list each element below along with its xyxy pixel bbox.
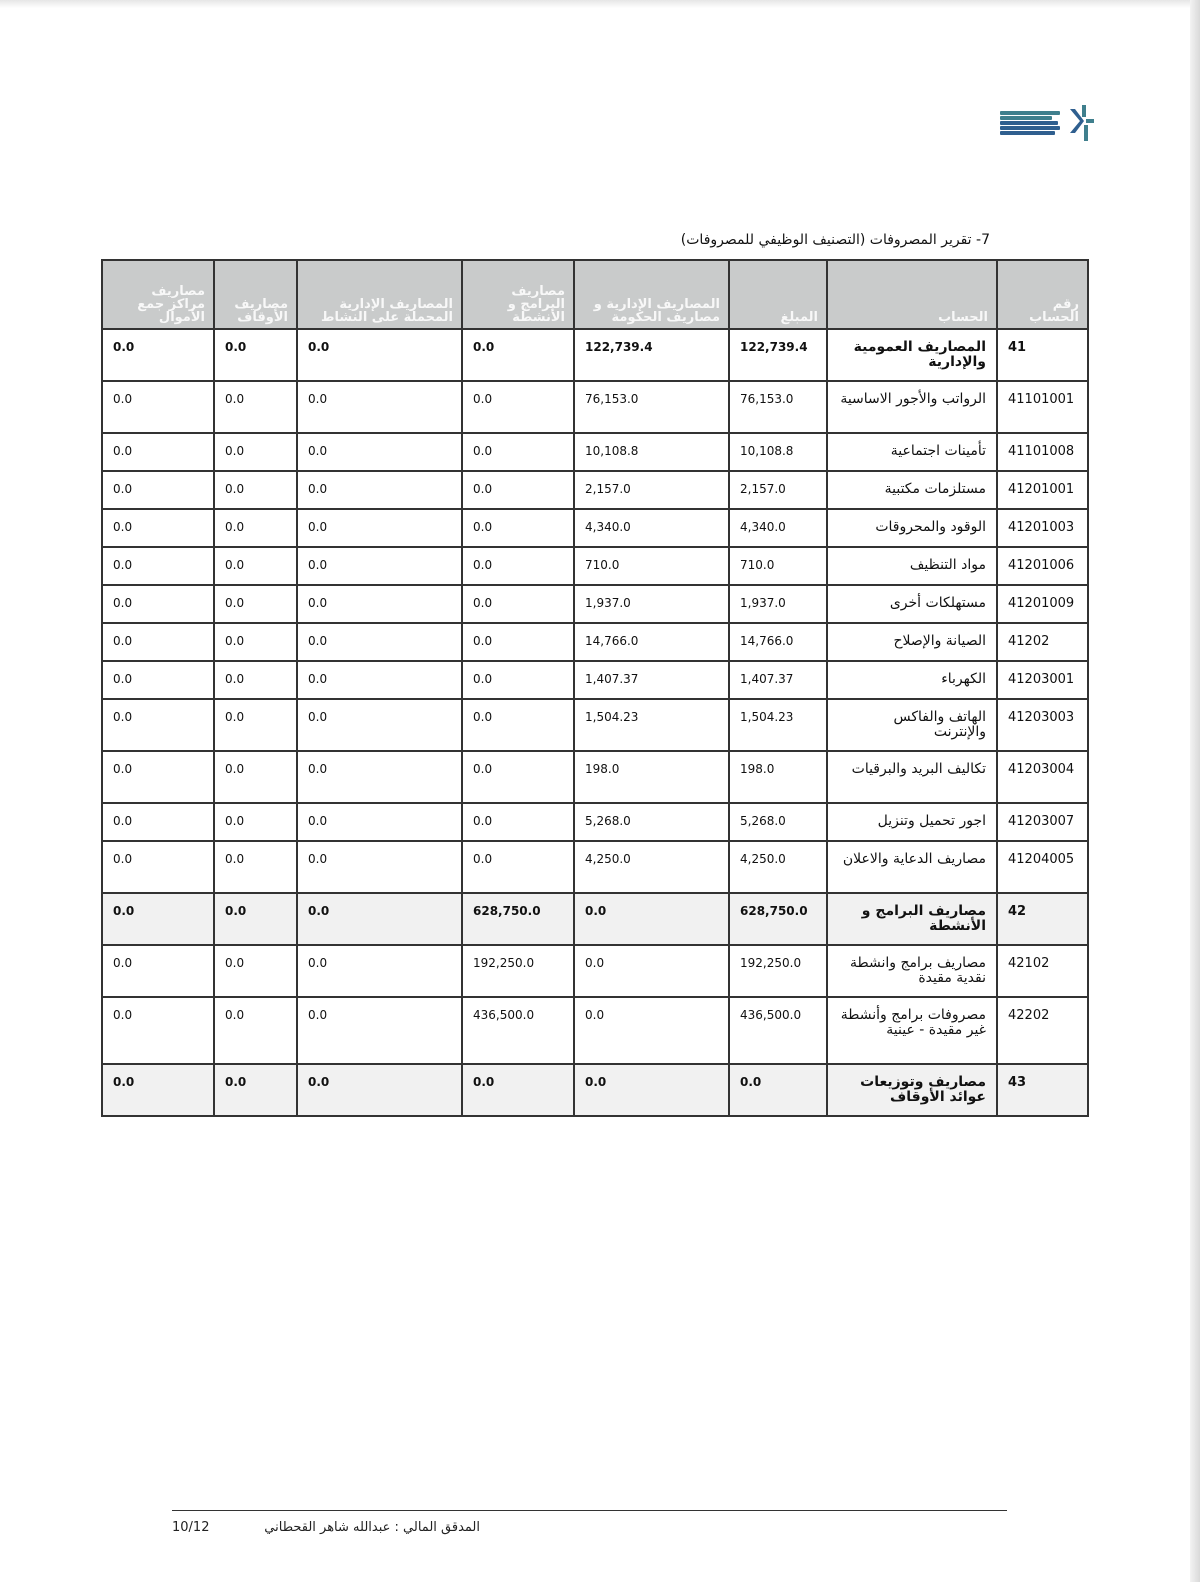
cell-account: تأمينات اجتماعية [827, 433, 997, 471]
cell-fundraising: 0.0 [102, 803, 214, 841]
table-row [102, 803, 1088, 841]
table-row [102, 751, 1088, 803]
table-group-row [102, 893, 1088, 945]
table-row [102, 997, 1088, 1064]
cell-account: مصاريف برامج وانشطة نقدية مقيدة [827, 945, 997, 997]
cell-amount: 436,500.0 [729, 997, 827, 1064]
cell-admin: 14,766.0 [574, 623, 729, 661]
cell-account-no: 42202 [997, 997, 1088, 1064]
cell-allocated: 0.0 [297, 841, 462, 893]
cell-allocated: 0.0 [297, 547, 462, 585]
cell-account: الهاتف والفاكس والإنترنت [827, 699, 997, 751]
cell-programs: 0.0 [462, 433, 574, 471]
cell-amount: 192,250.0 [729, 945, 827, 997]
cell-allocated: 0.0 [297, 1064, 462, 1116]
table-row [102, 547, 1088, 585]
cell-account: تكاليف البريد والبرقيات [827, 751, 997, 803]
page-edge-right [1190, 0, 1200, 1582]
col-header-awqaf: مصاريف الأوقاف [214, 260, 297, 329]
cell-account: مستلزمات مكتبية [827, 471, 997, 509]
cell-account: مستهلكات أخرى [827, 585, 997, 623]
cell-fundraising: 0.0 [102, 661, 214, 699]
cell-awqaf: 0.0 [214, 509, 297, 547]
cell-amount: 1,407.37 [729, 661, 827, 699]
col-header-fundraising: مصاريف مراكز جمع الأموال [102, 260, 214, 329]
cell-admin: 4,250.0 [574, 841, 729, 893]
col-header-admin: المصاريف الإدارية و مصاريف الحكومة [574, 260, 729, 329]
col-header-allocated: المصاريف الإدارية المحملة على النشاط [297, 260, 462, 329]
cell-allocated: 0.0 [297, 893, 462, 945]
cell-admin: 122,739.4 [574, 329, 729, 381]
cell-fundraising: 0.0 [102, 751, 214, 803]
cell-programs: 0.0 [462, 509, 574, 547]
cell-allocated: 0.0 [297, 803, 462, 841]
cell-account-no: 41202 [997, 623, 1088, 661]
cell-awqaf: 0.0 [214, 433, 297, 471]
cell-admin: 76,153.0 [574, 381, 729, 433]
cell-account-no: 41201009 [997, 585, 1088, 623]
cell-allocated: 0.0 [297, 585, 462, 623]
cell-fundraising: 0.0 [102, 547, 214, 585]
cell-programs: 0.0 [462, 803, 574, 841]
cell-account-no: 41203003 [997, 699, 1088, 751]
cell-awqaf: 0.0 [214, 585, 297, 623]
cell-programs: 0.0 [462, 841, 574, 893]
cell-fundraising: 0.0 [102, 329, 214, 381]
table-row [102, 945, 1088, 997]
cell-amount: 10,108.8 [729, 433, 827, 471]
cell-fundraising: 0.0 [102, 1064, 214, 1116]
table-row [102, 623, 1088, 661]
cell-fundraising: 0.0 [102, 841, 214, 893]
report-title: 7- تقرير المصروفات (التصنيف الوظيفي للمصروفات) [680, 232, 990, 248]
cell-awqaf: 0.0 [214, 547, 297, 585]
table-row [102, 699, 1088, 751]
cell-account-no: 41 [997, 329, 1088, 381]
cell-allocated: 0.0 [297, 381, 462, 433]
cell-fundraising: 0.0 [102, 381, 214, 433]
cell-programs: 0.0 [462, 751, 574, 803]
cell-admin: 2,157.0 [574, 471, 729, 509]
cell-programs: 0.0 [462, 381, 574, 433]
cell-account: مواد التنظيف [827, 547, 997, 585]
cell-awqaf: 0.0 [214, 945, 297, 997]
cell-allocated: 0.0 [297, 945, 462, 997]
cell-allocated: 0.0 [297, 329, 462, 381]
cell-account-no: 41201001 [997, 471, 1088, 509]
cell-admin: 0.0 [574, 1064, 729, 1116]
cell-amount: 122,739.4 [729, 329, 827, 381]
table-group-row [102, 329, 1088, 381]
cell-amount: 5,268.0 [729, 803, 827, 841]
cell-fundraising: 0.0 [102, 471, 214, 509]
cell-account-no: 41101008 [997, 433, 1088, 471]
cell-programs: 0.0 [462, 329, 574, 381]
cell-account-no: 41203001 [997, 661, 1088, 699]
cell-awqaf: 0.0 [214, 623, 297, 661]
cell-admin: 0.0 [574, 945, 729, 997]
cell-awqaf: 0.0 [214, 1064, 297, 1116]
cell-admin: 4,340.0 [574, 509, 729, 547]
col-header-programs: مصاريف البرامج و الأنشطة [462, 260, 574, 329]
cell-admin: 10,108.8 [574, 433, 729, 471]
table-row [102, 585, 1088, 623]
cell-account: الرواتب والأجور الاساسية [827, 381, 997, 433]
cell-amount: 710.0 [729, 547, 827, 585]
cell-programs: 0.0 [462, 623, 574, 661]
table-row [102, 433, 1088, 471]
cell-account: مصاريف وتوزيعات عوائد الأوقاف [827, 1064, 997, 1116]
cell-account: مصروفات برامج وأنشطة غير مقيدة - عينية [827, 997, 997, 1064]
table-header-row [102, 260, 1088, 329]
cell-account: اجور تحميل وتنزيل [827, 803, 997, 841]
cell-admin: 198.0 [574, 751, 729, 803]
cell-admin: 1,407.37 [574, 661, 729, 699]
cell-admin: 1,937.0 [574, 585, 729, 623]
table-row [102, 841, 1088, 893]
cell-amount: 0.0 [729, 1064, 827, 1116]
cell-account: مصاريف الدعاية والاعلان [827, 841, 997, 893]
cell-allocated: 0.0 [297, 471, 462, 509]
cell-programs: 628,750.0 [462, 893, 574, 945]
cell-fundraising: 0.0 [102, 623, 214, 661]
cell-amount: 628,750.0 [729, 893, 827, 945]
cell-account-no: 42 [997, 893, 1088, 945]
cell-awqaf: 0.0 [214, 751, 297, 803]
cell-awqaf: 0.0 [214, 997, 297, 1064]
cell-awqaf: 0.0 [214, 329, 297, 381]
cell-awqaf: 0.0 [214, 661, 297, 699]
cell-account-no: 41201006 [997, 547, 1088, 585]
expenses-table [101, 259, 1089, 1117]
logo-mark-icon [1068, 103, 1094, 143]
page-number: 10/12 [172, 1520, 210, 1535]
col-header-amount: المبلغ [729, 260, 827, 329]
cell-allocated: 0.0 [297, 997, 462, 1064]
cell-account-no: 41101001 [997, 381, 1088, 433]
cell-programs: 0.0 [462, 471, 574, 509]
table-row [102, 509, 1088, 547]
cell-awqaf: 0.0 [214, 893, 297, 945]
cell-admin: 5,268.0 [574, 803, 729, 841]
cell-fundraising: 0.0 [102, 893, 214, 945]
cell-programs: 0.0 [462, 699, 574, 751]
cell-account-no: 42102 [997, 945, 1088, 997]
cell-amount: 4,340.0 [729, 509, 827, 547]
cell-awqaf: 0.0 [214, 471, 297, 509]
cell-amount: 1,504.23 [729, 699, 827, 751]
cell-programs: 0.0 [462, 585, 574, 623]
cell-account-no: 41203004 [997, 751, 1088, 803]
cell-allocated: 0.0 [297, 699, 462, 751]
cell-awqaf: 0.0 [214, 381, 297, 433]
cell-allocated: 0.0 [297, 661, 462, 699]
cell-awqaf: 0.0 [214, 699, 297, 751]
cell-amount: 2,157.0 [729, 471, 827, 509]
cell-account-no: 41201003 [997, 509, 1088, 547]
cell-account: الكهرباء [827, 661, 997, 699]
cell-account: الوقود والمحروقات [827, 509, 997, 547]
col-header-account-no: رقم الحساب [997, 260, 1088, 329]
cell-fundraising: 0.0 [102, 997, 214, 1064]
cell-account-no: 41203007 [997, 803, 1088, 841]
footer-divider [172, 1510, 1007, 1511]
cell-amount: 14,766.0 [729, 623, 827, 661]
cell-fundraising: 0.0 [102, 585, 214, 623]
cell-programs: 0.0 [462, 661, 574, 699]
cell-fundraising: 0.0 [102, 945, 214, 997]
cell-admin: 0.0 [574, 893, 729, 945]
cell-account: مصاريف البرامج و الأنشطة [827, 893, 997, 945]
table-row [102, 471, 1088, 509]
footer-auditor: المدقق المالي : عبدالله شاهر القحطاني [264, 1520, 480, 1535]
cell-account: الصيانة والإصلاح [827, 623, 997, 661]
cell-amount: 76,153.0 [729, 381, 827, 433]
logo-wordmark [1000, 111, 1062, 135]
ncnp-logo [1000, 100, 1095, 146]
col-header-account: الحساب [827, 260, 997, 329]
table-row [102, 381, 1088, 433]
cell-allocated: 0.0 [297, 433, 462, 471]
cell-amount: 4,250.0 [729, 841, 827, 893]
cell-allocated: 0.0 [297, 509, 462, 547]
cell-admin: 1,504.23 [574, 699, 729, 751]
cell-awqaf: 0.0 [214, 803, 297, 841]
page-edge-top [0, 0, 1200, 8]
cell-allocated: 0.0 [297, 751, 462, 803]
cell-programs: 192,250.0 [462, 945, 574, 997]
cell-account-no: 41204005 [997, 841, 1088, 893]
cell-amount: 1,937.0 [729, 585, 827, 623]
table-row [102, 661, 1088, 699]
cell-amount: 198.0 [729, 751, 827, 803]
cell-awqaf: 0.0 [214, 841, 297, 893]
table-group-row [102, 1064, 1088, 1116]
cell-admin: 0.0 [574, 997, 729, 1064]
cell-admin: 710.0 [574, 547, 729, 585]
cell-programs: 0.0 [462, 1064, 574, 1116]
cell-programs: 0.0 [462, 547, 574, 585]
cell-account-no: 43 [997, 1064, 1088, 1116]
cell-fundraising: 0.0 [102, 433, 214, 471]
cell-programs: 436,500.0 [462, 997, 574, 1064]
cell-fundraising: 0.0 [102, 699, 214, 751]
cell-allocated: 0.0 [297, 623, 462, 661]
cell-fundraising: 0.0 [102, 509, 214, 547]
cell-account: المصاريف العمومية والإدارية [827, 329, 997, 381]
